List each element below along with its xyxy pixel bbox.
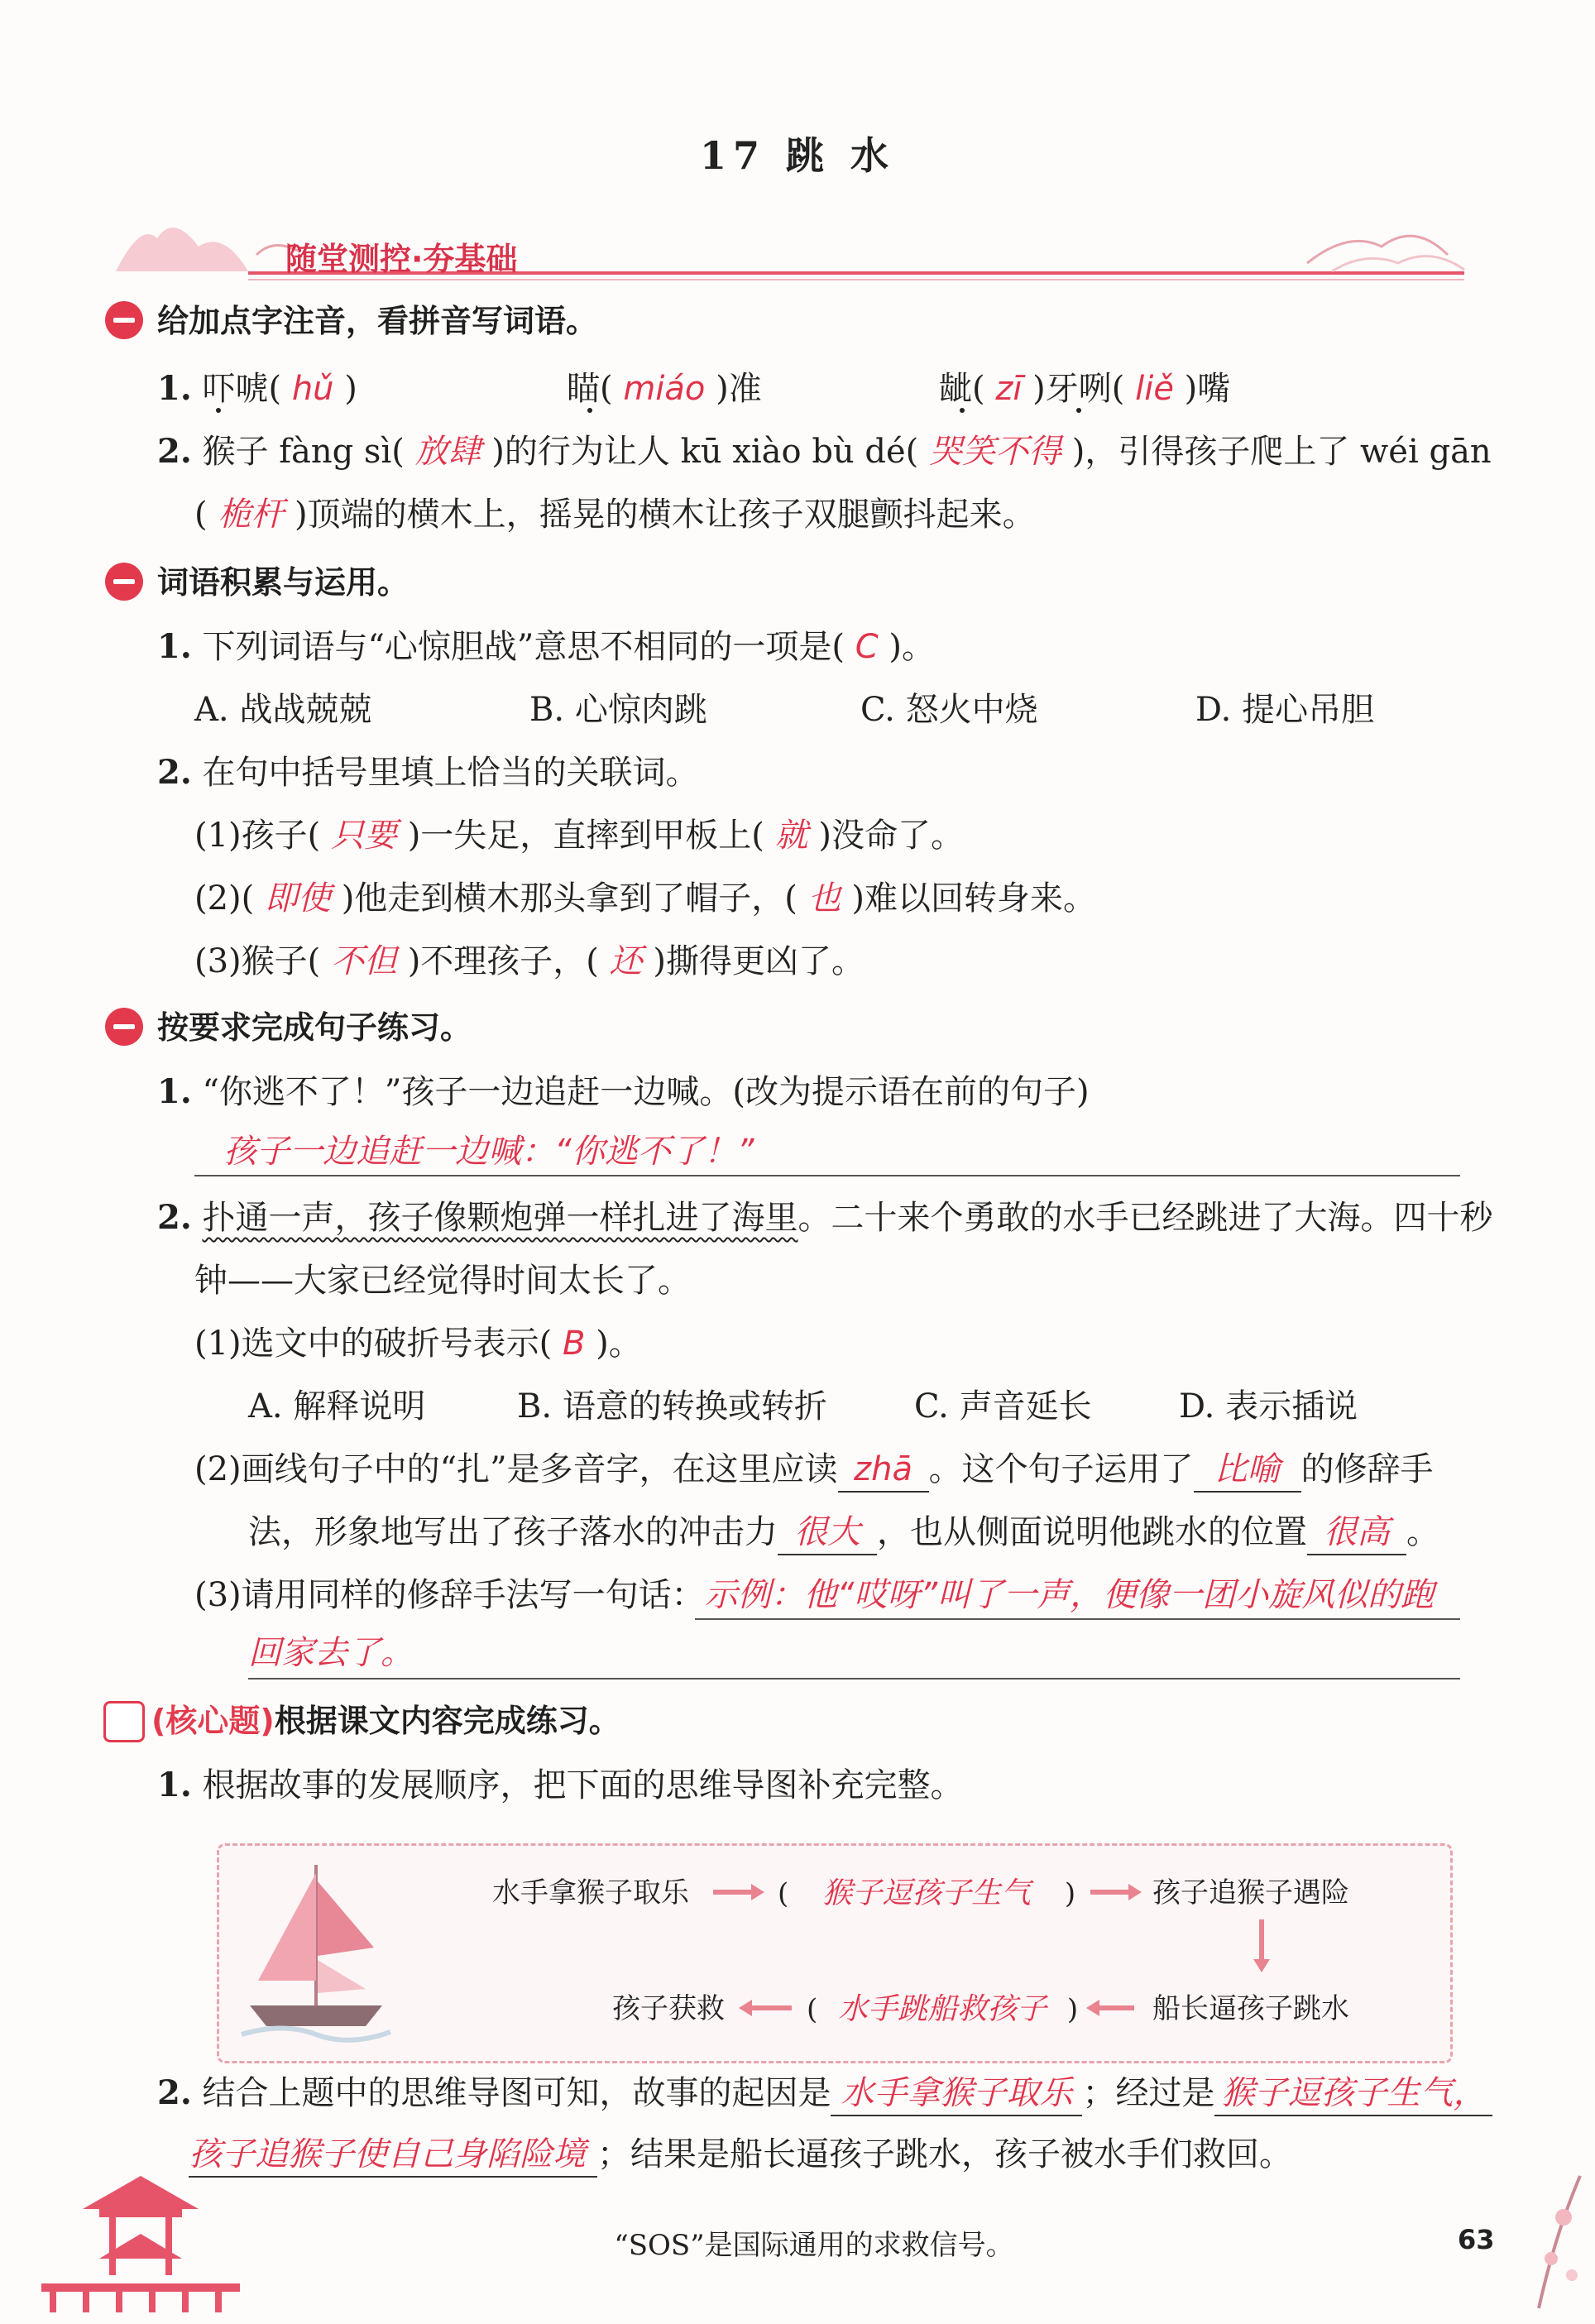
- s3-q2-p3-line-1: [695, 1618, 1460, 1620]
- s4-q2-answer-3: 孩子追猴子使自己身陷险境: [189, 2133, 597, 2178]
- s2-q2-sub2-answer-1: 即使: [264, 879, 331, 918]
- section-4-header: (核心题)根据课文内容完成练习。: [151, 1703, 620, 1739]
- s3-q1: 1. “你逃不了！”孩子一边追赶一边喊。(改为提示语在前的句子): [157, 1072, 1090, 1111]
- s3-q2-option-c: C. 声音延长: [914, 1387, 1092, 1426]
- section-2-badge: [105, 563, 143, 601]
- section-3-header: 按要求完成句子练习。: [157, 1009, 472, 1046]
- s2-q2-sub1: (1)孩子( 只要 )一失足，直摔到甲板上( 就 )没命了。: [194, 817, 964, 855]
- s2-q2-sub2-answer-2: 也: [807, 879, 841, 918]
- s1-q2-answer-2: 哭笑不得: [929, 433, 1062, 471]
- s1-q1-answer-4: liě: [1135, 370, 1174, 408]
- s2-q1-option-b: B. 心惊肉跳: [529, 691, 707, 729]
- page-number: 63: [1458, 2224, 1495, 2255]
- mindmap-arrow-2: [1090, 1890, 1130, 1895]
- s2-q2-sub3-answer-2: 还: [609, 942, 643, 980]
- s1-q1-answer-1: hǔ: [291, 370, 334, 408]
- s1-q2-answer-3: 桅杆: [218, 496, 285, 534]
- mindmap-arrow-4: [1098, 2005, 1134, 2010]
- s4-q2-answer-2: 猴子逗孩子生气，: [1214, 2072, 1492, 2116]
- s1-q1-c: 龇( zī )牙咧( liě )嘴: [939, 370, 1231, 408]
- sailboat-icon: [233, 1857, 399, 2047]
- s3-q2-option-b: B. 语意的转换或转折: [517, 1387, 827, 1426]
- s2-q1-option-c: C. 怒火中烧: [860, 691, 1038, 729]
- mindmap-answer-1: 猴子逗孩子生气: [822, 1876, 1032, 1910]
- s1-q2: 2. 猴子 fàng sì( 放肆 )的行为让人 kū xiào bù dé( 哭笑不得 )，引得孩子爬上了 wéi gān: [157, 432, 1492, 471]
- s3-q2-p3-line-2: [248, 1678, 1460, 1680]
- mindmap-arrow-5: [750, 2005, 792, 2010]
- mindmap-arrow-3: [1259, 1919, 1264, 1961]
- s3-q2-p3-answer-1: 示例：他“哎呀”叫了一声，便像一团小旋风似的跑: [704, 1576, 1435, 1614]
- mindmap-slot-1: ( 猴子逗孩子生气 ): [778, 1876, 1076, 1910]
- mindmap-node-4: 孩子获救: [612, 1992, 725, 2025]
- s2-q1-answer: C: [855, 628, 879, 666]
- s1-q2-line2: ( 桅杆 )顶端的横木上，摇晃的横木让孩子双腿颤抖起来。: [194, 496, 1036, 534]
- mindmap-arrow-1: [713, 1890, 753, 1895]
- mindmap-node-1: 水手拿猴子取乐: [492, 1876, 689, 1910]
- s1-q1: 1. 吓唬( hǔ ): [157, 369, 357, 408]
- section-1-header: 给加点字注音，看拼音写词语。: [157, 303, 598, 339]
- s2-q1: 1. 下列词语与“心惊胆战”意思不相同的一项是( C )。: [157, 627, 935, 666]
- s3-q2-p2-answer-2: 比喻: [1194, 1448, 1301, 1493]
- s3-q2: 2. 扑通一声，孩子像颗炮弹一样扎进了海里。二十来个勇敢的水手已经跳进了大海。四十秒: [157, 1198, 1493, 1237]
- s3-q2-p3: (3)请用同样的修辞手法写一句话：示例：他“哎呀”叫了一声，便像一团小旋风似的跑: [194, 1576, 1435, 1614]
- s4-q2-answer-1: 水手拿猴子取乐: [831, 2072, 1082, 2116]
- section-4-badge: [103, 1701, 145, 1742]
- footer-note: “SOS”是国际通用的求救信号。: [614, 2229, 1014, 2262]
- s1-q1-answer-3: zī: [995, 370, 1023, 408]
- s2-q1-option-d: D. 提心吊胆: [1195, 691, 1375, 729]
- s1-q1-b: 瞄( miáo )准: [567, 370, 762, 408]
- section-3-badge: [105, 1008, 143, 1046]
- s1-q2-answer-1: 放肆: [414, 433, 481, 471]
- plum-branch-decoration: [1506, 2168, 1588, 2317]
- s3-q2-p2-answer-4: 很高: [1307, 1511, 1406, 1555]
- s3-q2-p1-answer: B: [562, 1325, 586, 1363]
- s3-q2-p2-line2: 法，形象地写出了孩子落水的冲击力 很大 ，也从侧面说明他跳水的位置 很高 。: [248, 1511, 1439, 1555]
- mindmap-slot-2: ( 水手跳船救孩子 ): [807, 1992, 1079, 2026]
- section-banner: 随堂测控·夯基础: [285, 241, 518, 277]
- s4-q2: 2. 结合上题中的思维导图可知，故事的起因是 水手拿猴子取乐 ；经过是 猴子逗孩子生气，: [157, 2072, 1492, 2116]
- s3-q2-p1: (1)选文中的破折号表示( B )。: [194, 1325, 642, 1363]
- s2-q1-option-a: A. 战战兢兢: [194, 691, 372, 729]
- s3-q2-underlined-sentence: 扑通一声，孩子像颗炮弹一样扎进了海里: [202, 1199, 798, 1237]
- s3-q2-p2-answer-1: zhā: [838, 1448, 929, 1493]
- s4-q1: 1. 根据故事的发展顺序，把下面的思维导图补充完整。: [157, 1766, 964, 1804]
- mindmap-answer-2: 水手跳船救孩子: [838, 1992, 1047, 2026]
- s1-q1-answer-2: miáo: [623, 370, 706, 408]
- s2-q2-sub3-answer-1: 不但: [330, 942, 397, 980]
- s2-q2-sub1-answer-2: 就: [774, 817, 808, 855]
- section-1-badge: [105, 301, 143, 339]
- s3-q2-line2: 钟——大家已经觉得时间太长了。: [194, 1262, 691, 1300]
- s3-q2-p2-answer-3: 很大: [778, 1511, 877, 1555]
- section-2-header: 词语积累与运用。: [157, 564, 410, 601]
- s4-q2-line2: 孩子追猴子使自己身陷险境 ；结果是船长逼孩子跳水，孩子被水手们救回。: [189, 2133, 1292, 2178]
- s2-q2: 2. 在句中括号里填上恰当的关联词。: [157, 753, 699, 792]
- section-4-core-tag: (核心题): [151, 1703, 275, 1739]
- s2-q2-sub3: (3)猴子( 不但 )不理孩子，( 还 )撕得更凶了。: [194, 942, 865, 980]
- s2-q2-sub2: (2)( 即使 )他走到横木那头拿到了帽子，( 也 )难以回转身来。: [194, 879, 1096, 918]
- s3-q1-answer: 孩子一边追赶一边喊：“你逃不了！”: [223, 1133, 754, 1171]
- s3-q2-p3-answer-2: 回家去了。: [248, 1634, 414, 1672]
- s3-q2-p2: (2)画线句子中的“扎”是多音字，在这里应读 zhā 。这个句子运用了 比喻 的修辞手: [194, 1448, 1434, 1493]
- s3-q2-option-d: D. 表示插说: [1179, 1387, 1358, 1426]
- page-title: 17 跳 水: [699, 133, 896, 178]
- mindmap-node-2: 孩子追猴子遇险: [1152, 1876, 1349, 1910]
- s3-q1-answer-line: [194, 1175, 1460, 1176]
- s2-q2-sub1-answer-1: 只要: [330, 817, 397, 855]
- s3-q2-option-a: A. 解释说明: [248, 1387, 426, 1426]
- mindmap-node-3: 船长逼孩子跳水: [1152, 1992, 1349, 2025]
